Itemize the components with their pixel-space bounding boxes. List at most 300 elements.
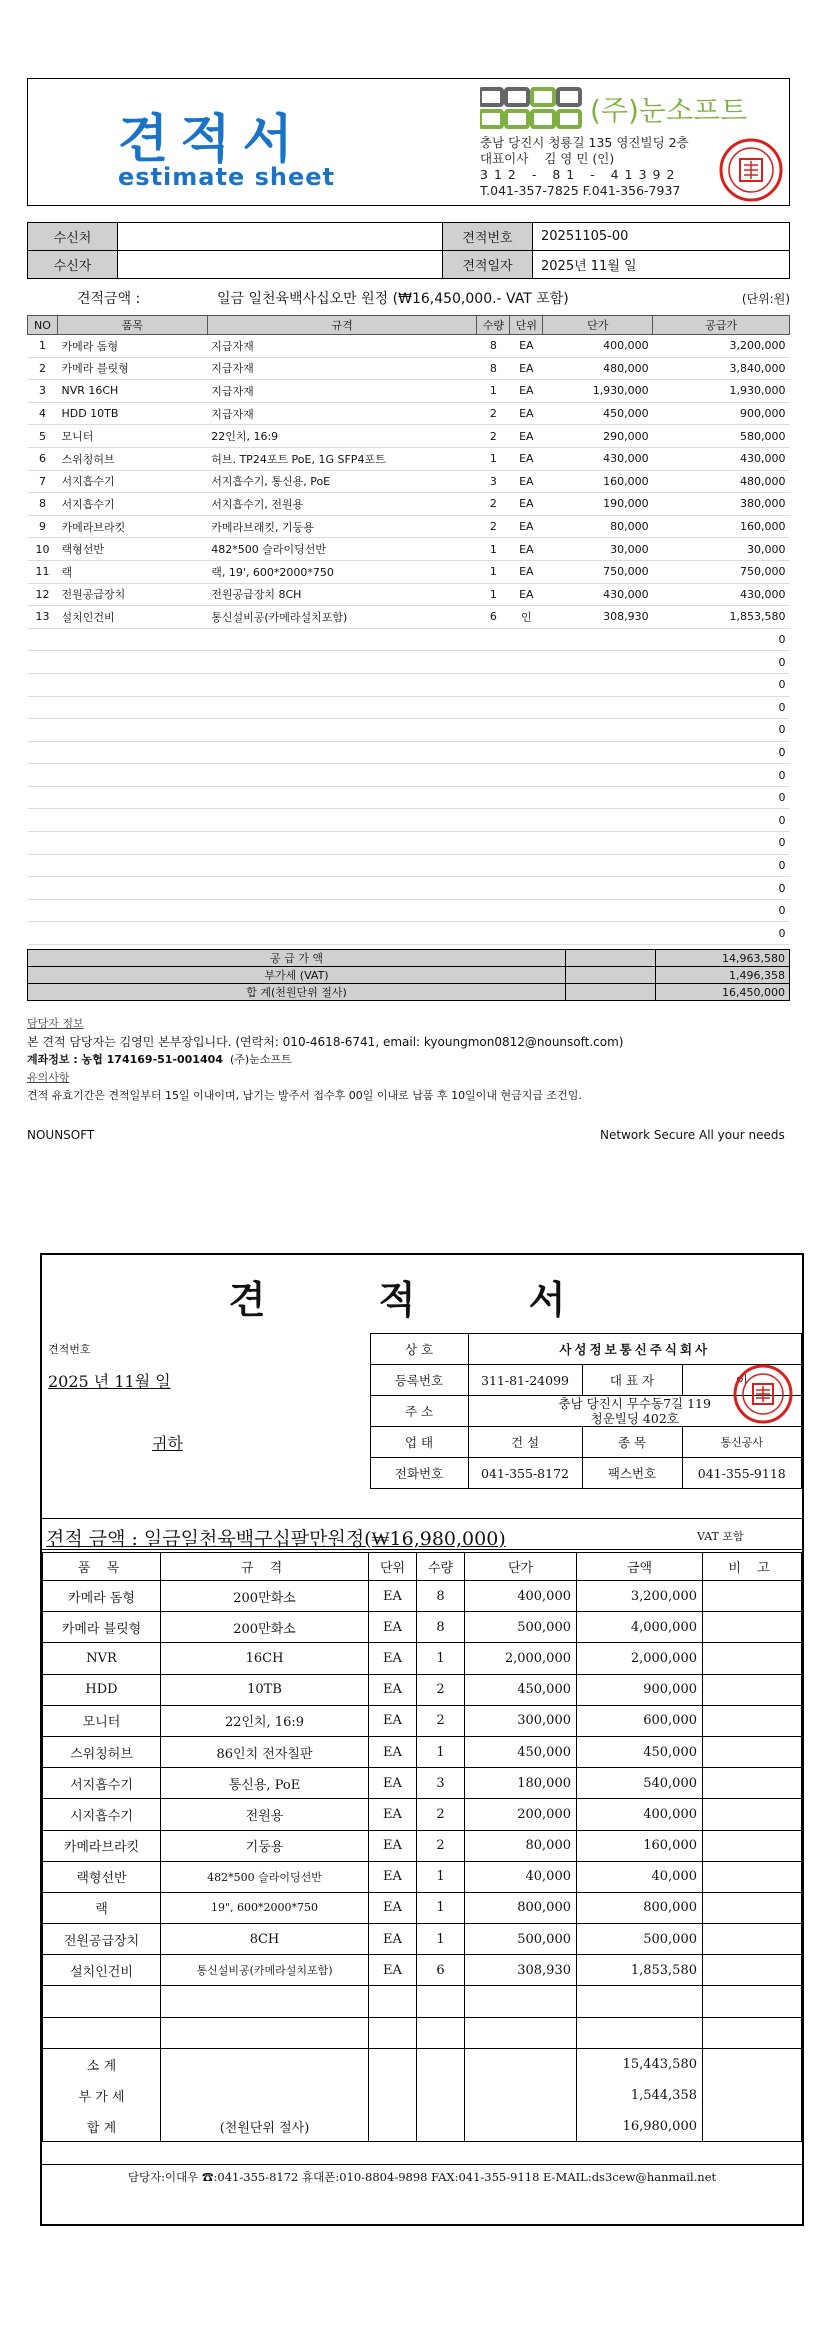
- cell-amount: 580,000: [653, 425, 790, 448]
- cell-unit: EA: [510, 493, 543, 516]
- quote2-title: 견 적 서: [228, 1277, 616, 1322]
- cell-amount: 0: [653, 786, 790, 809]
- cell-note: [703, 1955, 802, 1986]
- cell-amount: 0: [653, 741, 790, 764]
- cell-no: 8: [28, 493, 58, 516]
- cell-price: 800,000: [465, 1892, 577, 1923]
- table-row: [43, 1924, 802, 1955]
- col-header: 규 격: [161, 1553, 369, 1581]
- cell-name: 스위칭허브: [57, 447, 207, 470]
- cell-spec: 통신용, PoE: [161, 1768, 369, 1799]
- cell-qty: 2: [417, 1705, 465, 1736]
- table-row: [28, 493, 790, 516]
- cell-note: [703, 1674, 802, 1705]
- cell-price: 308,930: [465, 1955, 577, 1986]
- cell-price: 430,000: [543, 583, 653, 606]
- table-row: [43, 1674, 802, 1705]
- cell-price: 80,000: [543, 515, 653, 538]
- cell-amount: 900,000: [653, 402, 790, 425]
- table-row: [43, 1768, 802, 1799]
- company-tel-fax: T.041-357-7825 F.041-356-7937: [480, 183, 681, 198]
- cell-spec: 기둥용: [161, 1830, 369, 1861]
- cell-amount: 430,000: [653, 583, 790, 606]
- cell-amount: 0: [653, 628, 790, 651]
- reg-label: 등록번호: [370, 1365, 468, 1396]
- col-header: 규격: [207, 316, 477, 335]
- table-row: [43, 1861, 802, 1892]
- cell-qty: 2: [417, 1799, 465, 1830]
- cell-amount: 430,000: [653, 447, 790, 470]
- receiver-label: 수신자: [28, 251, 118, 279]
- cell-unit: EA: [369, 1861, 417, 1892]
- cell-qty: 6: [477, 606, 510, 629]
- cell-amount: 0: [653, 832, 790, 855]
- cell-spec: 19", 600*2000*750: [161, 1892, 369, 1923]
- col-header: 수량: [477, 316, 510, 335]
- cell-unit: EA: [510, 515, 543, 538]
- cell-name: HDD: [43, 1674, 161, 1705]
- cell-name: NVR: [43, 1643, 161, 1674]
- cell-qty: 1: [417, 1643, 465, 1674]
- cell-qty: 6: [417, 1955, 465, 1986]
- receiver-value: [118, 251, 443, 279]
- company-info: [480, 135, 689, 199]
- caution-text: 견적 유효기간은 견적일부터 15일 이내이며, 납기는 발주서 접수후 00일 이내로 납품 후 10일이내 현금지급 조건임.: [27, 1089, 582, 1102]
- cell-name: 카메라브라킷: [43, 1830, 161, 1861]
- cell-spec: 200만화소: [161, 1612, 369, 1643]
- cell-name: HDD 10TB: [57, 402, 207, 425]
- quote2-sheet: [40, 1253, 804, 2226]
- type-label: 종 목: [582, 1427, 682, 1458]
- cell-spec: 86인치 전자칠판: [161, 1736, 369, 1767]
- cell-spec: 22인치, 16:9: [207, 425, 477, 448]
- cell-spec: 통신설비공(카메라설치포함): [161, 1955, 369, 1986]
- empty-row: [28, 854, 790, 877]
- cell-name: 랙형선반: [57, 538, 207, 561]
- cell-amount: 160,000: [577, 1830, 703, 1861]
- empty-row: [28, 741, 790, 764]
- cell-name: 설치인건비: [43, 1955, 161, 1986]
- cell-amount: 0: [653, 719, 790, 742]
- cell-spec: 허브. TP24포트 PoE, 1G SFP4포트: [207, 447, 477, 470]
- cell-amount: 800,000: [577, 1892, 703, 1923]
- table-row: [43, 1892, 802, 1923]
- addr-label: 주 소: [370, 1396, 468, 1427]
- cell-no: 9: [28, 515, 58, 538]
- cell-no: 4: [28, 402, 58, 425]
- empty-row: [28, 786, 790, 809]
- table-row: [28, 583, 790, 606]
- addr-line2: 청운빌딩 402호: [590, 1411, 679, 1426]
- quote1-header: [27, 78, 790, 206]
- cell-amount: 0: [653, 696, 790, 719]
- table-row: [43, 1830, 802, 1861]
- empty-row: [28, 696, 790, 719]
- cell-qty: 8: [477, 357, 510, 380]
- ceo-label: 대표이사: [480, 151, 529, 166]
- col-header: 비 고: [703, 1553, 802, 1581]
- cell-price: 2,000,000: [465, 1643, 577, 1674]
- addr-line1: 충남 당진시 무수동7길 119: [558, 1396, 711, 1411]
- cell-qty: 1: [477, 538, 510, 561]
- cell-name: 시지흡수기: [43, 1799, 161, 1830]
- cell-spec: 전원공급장치 8CH: [207, 583, 477, 606]
- table-row: [43, 1705, 802, 1736]
- cell-name: 모니터: [43, 1705, 161, 1736]
- cell-no: 2: [28, 357, 58, 380]
- cell-unit: EA: [510, 447, 543, 470]
- cell-qty: 8: [477, 335, 510, 358]
- cell-note: [703, 1861, 802, 1892]
- table-row: [43, 1955, 802, 1986]
- cell-unit: EA: [510, 380, 543, 403]
- cell-amount: 750,000: [653, 560, 790, 583]
- cell-no: 10: [28, 538, 58, 561]
- total-note-2: (천원단위 절사): [161, 2111, 369, 2142]
- vat-value: 1,496,358: [656, 967, 790, 984]
- cell-spec: 서지흡수기, 전원용: [207, 493, 477, 516]
- cell-unit: EA: [369, 1736, 417, 1767]
- cell-name: 스위칭허브: [43, 1736, 161, 1767]
- col-header: 단위: [510, 316, 543, 335]
- quote2-to: [42, 1427, 370, 1458]
- cell-amount: 2,000,000: [577, 1643, 703, 1674]
- cell-spec: 지급자재: [207, 335, 477, 358]
- ceo-name: 김 영 민 (인): [544, 151, 615, 166]
- cell-price: 500,000: [465, 1612, 577, 1643]
- cell-name: 서지흡수기: [43, 1768, 161, 1799]
- cell-spec: 10TB: [161, 1674, 369, 1705]
- cell-qty: 1: [417, 1892, 465, 1923]
- cell-no: 13: [28, 606, 58, 629]
- vat-value-2: 1,544,358: [577, 2080, 703, 2111]
- cell-qty: 3: [417, 1768, 465, 1799]
- cell-name: 카메라브라킷: [57, 515, 207, 538]
- company-seal-stamp: [718, 137, 784, 203]
- company-value: 사성정보통신주식회사: [468, 1334, 802, 1365]
- company-name: (주)눈소프트: [590, 94, 748, 127]
- vat-label: 부가세 (VAT): [28, 967, 566, 984]
- empty-row: [28, 719, 790, 742]
- cell-name: 모니터: [57, 425, 207, 448]
- supply-value: 14,963,580: [656, 950, 790, 967]
- cell-amount: 0: [653, 651, 790, 674]
- cell-note: [703, 1892, 802, 1923]
- caution-title: 유의사항: [27, 1071, 70, 1084]
- cell-price: 450,000: [465, 1674, 577, 1705]
- cell-amount: 3,200,000: [577, 1581, 703, 1612]
- cell-qty: 3: [477, 470, 510, 493]
- cell-amount: 40,000: [577, 1861, 703, 1892]
- footer-brand: NOUNSOFT: [27, 1128, 95, 1142]
- cell-note: [703, 1612, 802, 1643]
- subtotal-value: 15,443,580: [577, 2048, 703, 2079]
- ceo-value: 이: [682, 1365, 802, 1396]
- cell-amount: 3,200,000: [653, 335, 790, 358]
- table-row: [28, 447, 790, 470]
- quote1-subtitle: estimate sheet: [118, 163, 335, 191]
- cell-amount: 1,930,000: [653, 380, 790, 403]
- empty-row: [28, 628, 790, 651]
- table-row: [28, 538, 790, 561]
- cell-unit: EA: [369, 1830, 417, 1861]
- cell-note: [703, 1924, 802, 1955]
- recipient-value: [118, 223, 443, 251]
- cell-name: 카메라 돔형: [57, 335, 207, 358]
- cell-amount: 480,000: [653, 470, 790, 493]
- cell-spec: 지급자재: [207, 402, 477, 425]
- cell-price: 400,000: [543, 335, 653, 358]
- cell-spec: 전원용: [161, 1799, 369, 1830]
- cell-unit: EA: [510, 560, 543, 583]
- cell-amount: 0: [653, 854, 790, 877]
- table-row: [28, 470, 790, 493]
- col-header: 금액: [577, 1553, 703, 1581]
- cell-price: 430,000: [543, 447, 653, 470]
- table-row: [28, 402, 790, 425]
- biz-value: 건 설: [468, 1427, 582, 1458]
- account-info: [27, 1050, 807, 1070]
- footer-slogan: Network Secure All your needs: [600, 1128, 785, 1142]
- empty-row: [28, 764, 790, 787]
- empty-row: [28, 673, 790, 696]
- cell-unit: EA: [369, 1892, 417, 1923]
- cell-unit: EA: [369, 1674, 417, 1705]
- cell-qty: 2: [477, 515, 510, 538]
- cell-unit: EA: [369, 1768, 417, 1799]
- quote2-amount-line: [42, 1518, 802, 1550]
- cell-amount: 450,000: [577, 1736, 703, 1767]
- cell-amount: 0: [653, 809, 790, 832]
- cell-amount: 900,000: [577, 1674, 703, 1705]
- cell-no: 3: [28, 380, 58, 403]
- tel-value: 041-355-8172: [468, 1458, 582, 1489]
- cell-amount: 0: [653, 764, 790, 787]
- total-value-2: 16,980,000: [577, 2111, 703, 2142]
- cell-name: 랙: [57, 560, 207, 583]
- cell-amount: 1,853,580: [653, 606, 790, 629]
- cell-price: 80,000: [465, 1830, 577, 1861]
- cell-unit: EA: [510, 402, 543, 425]
- company-seal-stamp-2: [732, 1363, 794, 1425]
- col-header: 단가: [465, 1553, 577, 1581]
- col-header: 단가: [543, 316, 653, 335]
- unit-note: (단위:원): [741, 292, 790, 306]
- manager-text: 본 견적 담당자는 김영민 본부장입니다. (연락처: 010-4618-6741, email: kyoungmon0812@nounsoft.com): [27, 1035, 624, 1049]
- col-header: NO: [28, 316, 58, 335]
- cell-amount: 4,000,000: [577, 1612, 703, 1643]
- table-row: [28, 335, 790, 358]
- quote-date-label: 견적일자: [443, 251, 533, 279]
- cell-price: 300,000: [465, 1705, 577, 1736]
- cell-unit: EA: [369, 1955, 417, 1986]
- tel-label: 전화번호: [370, 1458, 468, 1489]
- cell-unit: EA: [369, 1705, 417, 1736]
- cell-note: [703, 1643, 802, 1674]
- quote2-header-table: [42, 1333, 802, 1489]
- cell-price: 450,000: [543, 402, 653, 425]
- fax-value: 041-355-9118: [682, 1458, 802, 1489]
- cell-spec: 서지흡수기, 통신용, PoE: [207, 470, 477, 493]
- cell-qty: 1: [477, 447, 510, 470]
- quote2-vat-note: VAT 포함: [697, 1530, 744, 1543]
- cell-name: 카메라 블릿형: [43, 1612, 161, 1643]
- cell-spec: 482*500 슬라이딩선반: [207, 538, 477, 561]
- cell-unit: EA: [510, 425, 543, 448]
- cell-amount: 0: [653, 877, 790, 900]
- cell-qty: 1: [417, 1861, 465, 1892]
- quote1-meta-table: [27, 222, 790, 279]
- cell-spec: 16CH: [161, 1643, 369, 1674]
- cell-qty: 8: [417, 1612, 465, 1643]
- total-label: 견적금액 :: [77, 291, 141, 307]
- table-row: [28, 515, 790, 538]
- business-number: 312 - 81 - 41392: [480, 167, 681, 182]
- cell-name: 전원공급장치: [57, 583, 207, 606]
- cell-price: 160,000: [543, 470, 653, 493]
- quote1-title: 견적서: [118, 110, 305, 170]
- cell-price: 750,000: [543, 560, 653, 583]
- cell-note: [703, 1736, 802, 1767]
- cell-no: 5: [28, 425, 58, 448]
- cell-name: 서지흡수기: [57, 493, 207, 516]
- cell-spec: 22인치, 16:9: [161, 1705, 369, 1736]
- cell-unit: EA: [369, 1799, 417, 1830]
- cell-amount: 400,000: [577, 1799, 703, 1830]
- cell-amount: 380,000: [653, 493, 790, 516]
- quote1-notes: [27, 1014, 807, 1106]
- cell-qty: 2: [477, 425, 510, 448]
- cell-note: [703, 1768, 802, 1799]
- empty-row: [28, 877, 790, 900]
- cell-spec: 지급자재: [207, 380, 477, 403]
- company-ceo: [480, 151, 689, 167]
- cell-spec: 랙, 19', 600*2000*750: [207, 560, 477, 583]
- cell-price: 308,930: [543, 606, 653, 629]
- col-header: 공급가: [653, 316, 790, 335]
- recipient-label: 수신처: [28, 223, 118, 251]
- ceo-label: 대 표 자: [582, 1365, 682, 1396]
- type-value: 통신공사: [682, 1427, 802, 1458]
- cell-price: 500,000: [465, 1924, 577, 1955]
- cell-spec: 카메라브래킷, 기둥용: [207, 515, 477, 538]
- table-row: [28, 380, 790, 403]
- cell-name: 전원공급장치: [43, 1924, 161, 1955]
- cell-qty: 1: [477, 380, 510, 403]
- cell-amount: 1,853,580: [577, 1955, 703, 1986]
- manager-title: 담당자 정보: [27, 1017, 84, 1030]
- cell-unit: EA: [510, 583, 543, 606]
- to-text: 귀하: [152, 1433, 183, 1453]
- cell-price: 40,000: [465, 1861, 577, 1892]
- cell-unit: EA: [369, 1924, 417, 1955]
- cell-name: 서지흡수기: [57, 470, 207, 493]
- cell-amount: 0: [653, 922, 790, 945]
- vat-label-2: 부 가 세: [43, 2080, 161, 2111]
- fax-label: 팩스번호: [582, 1458, 682, 1489]
- empty-row: [28, 832, 790, 855]
- cell-qty: 1: [477, 583, 510, 606]
- cell-no: 12: [28, 583, 58, 606]
- total-sum-label: 합 계(천원단위 절사): [28, 984, 566, 1001]
- cell-qty: 2: [477, 493, 510, 516]
- cell-note: [703, 1799, 802, 1830]
- cell-qty: 1: [417, 1736, 465, 1767]
- reg-value: 311-81-24099: [468, 1365, 582, 1396]
- cell-qty: 2: [417, 1830, 465, 1861]
- cell-unit: EA: [510, 538, 543, 561]
- empty-row: [28, 651, 790, 674]
- quote1-items-table: [27, 315, 790, 945]
- cell-name: 랙: [43, 1892, 161, 1923]
- table-row: [28, 425, 790, 448]
- cell-spec: 지급자재: [207, 357, 477, 380]
- account-label: 계좌정보 : 농협 174169-51-001404: [27, 1053, 223, 1066]
- empty-row: [28, 899, 790, 922]
- subtotal-label: 소 계: [43, 2048, 161, 2079]
- cell-amount: 160,000: [653, 515, 790, 538]
- cell-qty: 2: [417, 1674, 465, 1705]
- cell-spec: 통신설비공(카메라설치포함): [207, 606, 477, 629]
- cell-amount: 30,000: [653, 538, 790, 561]
- cell-no: 1: [28, 335, 58, 358]
- table-row: [28, 357, 790, 380]
- table-row: [28, 560, 790, 583]
- cell-name: 카메라 돔형: [43, 1581, 161, 1612]
- cell-unit: EA: [510, 335, 543, 358]
- cell-price: 30,000: [543, 538, 653, 561]
- table-row: [43, 1736, 802, 1767]
- cell-qty: 1: [417, 1924, 465, 1955]
- cell-amount: 540,000: [577, 1768, 703, 1799]
- cell-spec: 482*500 슬라이딩선반: [161, 1861, 369, 1892]
- total-sum-value: 16,450,000: [656, 984, 790, 1001]
- quote-no-label: 견적번호: [443, 223, 533, 251]
- cell-name: 랙형선반: [43, 1861, 161, 1892]
- quote2-quote-no-label: 견적번호: [42, 1334, 370, 1365]
- cell-spec: 8CH: [161, 1924, 369, 1955]
- cell-qty: 8: [417, 1581, 465, 1612]
- supply-label: 공 급 가 액: [28, 950, 566, 967]
- cell-unit: EA: [510, 470, 543, 493]
- cell-name: 카메라 블릿형: [57, 357, 207, 380]
- total-amount-text: 일금 일천육백사십오만 원정 (₩16,450,000.- VAT 포함): [217, 291, 569, 307]
- cell-spec: 200만화소: [161, 1581, 369, 1612]
- cell-unit: EA: [369, 1581, 417, 1612]
- col-header: 수량: [417, 1553, 465, 1581]
- quote2-amount-text: 견적 금액 : 일금일천육백구십팔만원정(₩16,980,000): [46, 1528, 506, 1550]
- cell-price: 480,000: [543, 357, 653, 380]
- quote2-items-table: [42, 1552, 802, 2142]
- quote2-date: 2025 년 11월 일: [42, 1365, 370, 1396]
- cell-price: 290,000: [543, 425, 653, 448]
- cell-price: 1,930,000: [543, 380, 653, 403]
- cell-qty: 1: [477, 560, 510, 583]
- cell-note: [703, 1830, 802, 1861]
- table-row: [43, 1581, 802, 1612]
- empty-row: [28, 922, 790, 945]
- table-row: [43, 1612, 802, 1643]
- cell-amount: 0: [653, 673, 790, 696]
- cell-note: [703, 1581, 802, 1612]
- table-row: [43, 1643, 802, 1674]
- cell-price: 450,000: [465, 1736, 577, 1767]
- table-row: [28, 606, 790, 629]
- empty-row: [28, 809, 790, 832]
- cell-unit: 인: [510, 606, 543, 629]
- quote1-summary-table: [27, 949, 790, 1001]
- cell-note: [703, 1705, 802, 1736]
